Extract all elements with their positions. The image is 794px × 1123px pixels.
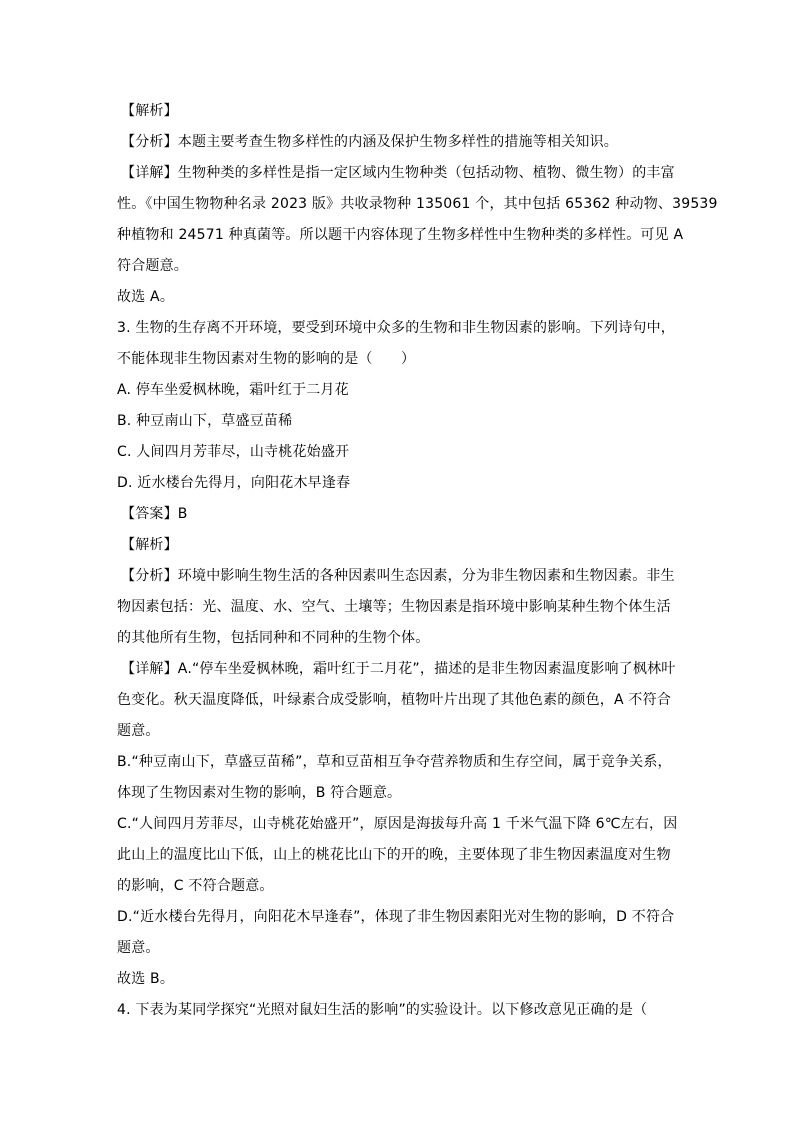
q2-detail-line-2: 性。《中国生物物种名录 2023 版》共收录物种 135061 个，其中包括 65362 种动物、39539: [117, 196, 718, 212]
q3-analysis-line-3: 的其他所有生物，包括同种和不同种的生物个体。: [117, 630, 430, 646]
q3-detail-line-5: 体现了生物因素对生物的影响，B 符合题意。: [117, 785, 402, 801]
q2-conclusion: 故选 A。: [117, 289, 175, 305]
q3-detail-line-1: 【详解】A.“停车坐爱枫林晚，霜叶红于二月花”，描述的是非生物因素温度影响了枫林叶: [121, 661, 676, 677]
q3-detail-line-3: 题意。: [117, 723, 160, 739]
q3-detail-line-6: C.“人间四月芳菲尽，山寺桃花始盛开”，原因是海拔每升高 1 千米气温下降 6℃左右，因: [117, 816, 678, 832]
q2-analysis-text: 【分析】本题主要考查生物多样性的内涵及保护生物多样性的措施等相关知识。: [121, 134, 618, 150]
q3-detail-line-2: 色变化。秋天温度降低，叶绿素合成受影响，植物叶片出现了其他色素的颜色，A 不符合: [117, 692, 672, 708]
q3-detail-line-8: 的影响，C 不符合题意。: [117, 878, 274, 894]
q3-detail-line-9: D.“近水楼台先得月，向阳花木早逢春”，体现了非生物因素阳光对生物的影响，D 不符合: [117, 909, 675, 925]
q3-stem-line-2: 不能体现非生物因素对生物的影响的是（ ）: [117, 351, 416, 367]
q2-detail-line-1: 【详解】生物种类的多样性是指一定区域内生物种类（包括动物、植物、微生物）的丰富: [121, 165, 675, 181]
q3-option-c: C. 人间四月芳菲尽，山寺桃花始盛开: [117, 444, 350, 460]
q3-analysis-line-1: 【分析】环境中影响生物生活的各种因素叫生态因素，分为非生物因素和生物因素。非生: [121, 568, 675, 584]
q2-detail-line-4: 符合题意。: [117, 258, 188, 274]
q3-detail-line-10: 题意。: [117, 940, 160, 956]
q3-detail-line-4: B.“种豆南山下，草盛豆苗稀”，草和豆苗相互争夺营养物质和生存空间，属于竞争关系，: [117, 754, 672, 770]
q3-answer: 【答案】B: [121, 506, 188, 522]
q3-analysis-heading: 【解析】: [121, 537, 178, 553]
q3-option-b: B. 种豆南山下，草盛豆苗稀: [117, 413, 293, 429]
q2-analysis-heading: 【解析】: [121, 103, 178, 119]
q4-stem-line-1: 4. 下表为某同学探究“光照对鼠妇生活的影响”的实验设计。以下修改意见正确的是（: [117, 1002, 648, 1018]
q2-detail-line-3: 种植物和 24571 种真菌等。所以题干内容体现了生物多样性中生物种类的多样性。可见 A: [117, 227, 684, 243]
q3-detail-line-7: 此山上的温度比山下低，山上的桃花比山下的开的晚，主要体现了非生物因素温度对生物: [117, 847, 671, 863]
q3-conclusion: 故选 B。: [117, 971, 175, 987]
document-page: [117, 96, 718, 1026]
q3-option-d: D. 近水楼台先得月，向阳花木早逢春: [117, 475, 351, 491]
q3-option-a: A. 停车坐爱枫林晚，霜叶红于二月花: [117, 382, 349, 398]
q3-stem-line-1: 3. 生物的生存离不开环境，要受到环境中众多的生物和非生物因素的影响。下列诗句中，: [117, 320, 676, 336]
q3-analysis-line-2: 物因素包括：光、温度、水、空气、土壤等；生物因素是指环境中影响某种生物个体生活: [117, 599, 671, 615]
